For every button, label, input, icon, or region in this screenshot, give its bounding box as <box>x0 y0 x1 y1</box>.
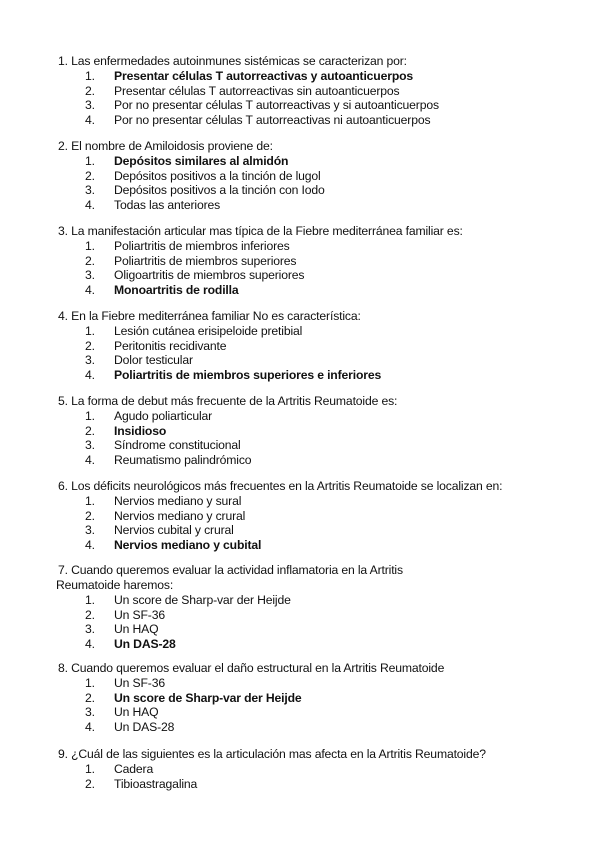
option-number: 3. <box>85 268 95 282</box>
option-item <box>58 368 558 383</box>
option-number: 3. <box>85 438 95 452</box>
option-number: 3. <box>85 622 95 636</box>
option-item <box>58 424 558 439</box>
question-stem: 8. Cuando queremos evaluar el daño estructural en la Artritis Reumatoide <box>58 661 445 675</box>
question-1 <box>58 54 558 127</box>
option-item <box>58 169 558 184</box>
option-item <box>58 268 558 283</box>
option-text: Poliartritis de miembros superiores e inferiores <box>114 367 382 382</box>
question-stem: 5. La forma de debut más frecuente de la Artritis Reumatoide es: <box>58 394 398 408</box>
option-list <box>58 154 558 212</box>
question-stem: 9. ¿Cuál de las siguientes es la articulación mas afecta en la Artritis Reumatoide? <box>58 747 486 761</box>
option-number: 4. <box>85 112 95 127</box>
option-number: 4. <box>85 282 95 297</box>
option-item <box>58 69 558 84</box>
option-item <box>58 324 558 339</box>
option-item <box>58 254 558 269</box>
option-item <box>58 409 558 424</box>
option-text: Tibioastragalina <box>114 776 198 791</box>
option-number: 2. <box>85 253 95 268</box>
option-number: 2. <box>85 607 95 622</box>
option-text: Por no presentar células T autorreactivas ni autoanticuerpos <box>114 112 431 127</box>
option-text: Dolor testicular <box>114 353 193 367</box>
option-item <box>58 183 558 198</box>
option-number: 1. <box>85 494 95 508</box>
option-number: 1. <box>85 593 95 607</box>
question-stem: 3. La manifestación articular mas típica de la Fiebre mediterránea familiar es: <box>58 224 463 238</box>
option-item <box>58 523 558 538</box>
option-text: Un SF-36 <box>114 676 165 690</box>
option-item <box>58 762 558 777</box>
option-number: 1. <box>85 239 95 253</box>
option-item <box>58 637 558 652</box>
option-item <box>58 239 558 254</box>
option-list <box>58 593 558 651</box>
option-number: 4. <box>85 537 95 552</box>
option-item <box>58 622 558 637</box>
option-text: Depósitos similares al almidón <box>114 154 289 168</box>
option-number: 3. <box>85 705 95 719</box>
option-text: Todas las anteriores <box>114 197 221 212</box>
option-item <box>58 494 558 509</box>
option-number: 2. <box>85 423 95 438</box>
option-text: Nervios cubital y crural <box>114 523 234 537</box>
option-text: Depósitos positivos a la tinción con Iodo <box>114 183 325 197</box>
option-item <box>58 676 558 691</box>
option-number: 4. <box>85 636 95 651</box>
option-text: Peritonitis recidivante <box>114 338 227 353</box>
option-text: Un SF-36 <box>114 607 165 622</box>
option-text: Agudo poliarticular <box>114 409 213 423</box>
question-2 <box>58 139 558 212</box>
option-text: Un HAQ <box>114 622 159 636</box>
option-item <box>58 777 558 792</box>
question-stem: 4. En la Fiebre mediterránea familiar No es característica: <box>58 309 361 323</box>
option-number: 1. <box>85 154 95 168</box>
option-item <box>58 509 558 524</box>
option-item <box>58 113 558 128</box>
option-item <box>58 538 558 553</box>
option-list <box>58 676 558 734</box>
option-item <box>58 691 558 706</box>
option-number: 1. <box>85 69 95 83</box>
option-item <box>58 720 558 735</box>
option-item <box>58 283 558 298</box>
option-item <box>58 353 558 368</box>
option-number: 3. <box>85 523 95 537</box>
option-item <box>58 84 558 99</box>
option-item <box>58 98 558 113</box>
option-text: Nervios mediano y crural <box>114 508 246 523</box>
question-9 <box>58 747 558 791</box>
option-number: 2. <box>85 338 95 353</box>
option-list <box>58 762 558 791</box>
question-4 <box>58 309 558 382</box>
option-item <box>58 339 558 354</box>
option-number: 3. <box>85 353 95 367</box>
option-list <box>58 239 558 297</box>
option-number: 2. <box>85 168 95 183</box>
option-number: 1. <box>85 676 95 690</box>
option-item <box>58 593 558 608</box>
question-stem: 7. Cuando queremos evaluar la actividad inflamatoria en la Artritis <box>58 563 403 577</box>
question-3 <box>58 224 558 297</box>
option-text: Oligoartritis de miembros superiores <box>114 268 305 282</box>
option-number: 2. <box>85 83 95 98</box>
option-item <box>58 154 558 169</box>
option-number: 4. <box>85 452 95 467</box>
option-text: Depósitos positivos a la tinción de lugol <box>114 168 321 183</box>
option-number: 4. <box>85 367 95 382</box>
question-stem-continued: Reumatoide haremos: <box>56 578 174 592</box>
question-8 <box>58 661 558 734</box>
option-number: 2. <box>85 690 95 705</box>
option-number: 4. <box>85 197 95 212</box>
option-number: 2. <box>85 776 95 791</box>
question-6 <box>58 479 558 552</box>
question-5 <box>58 394 558 467</box>
option-text: Presentar células T autorreactivas y autoanticuerpos <box>114 69 414 83</box>
option-text: Nervios mediano y cubital <box>114 537 262 552</box>
option-text: Síndrome constitucional <box>114 438 241 452</box>
option-item <box>58 198 558 213</box>
option-number: 1. <box>85 762 95 776</box>
option-text: Un DAS-28 <box>114 719 175 734</box>
option-text: Poliartritis de miembros inferiores <box>114 239 290 253</box>
option-text: Monoartritis de rodilla <box>114 282 239 297</box>
option-item <box>58 453 558 468</box>
option-list <box>58 324 558 382</box>
question-stem: 1. Las enfermedades autoinmunes sistémicas se caracterizan por: <box>58 54 407 68</box>
option-item <box>58 608 558 623</box>
option-text: Un score de Sharp-var der Heijde <box>114 593 291 607</box>
option-text: Reumatismo palindrómico <box>114 452 252 467</box>
option-number: 1. <box>85 324 95 338</box>
option-list <box>58 494 558 552</box>
option-list <box>58 409 558 467</box>
option-number: 3. <box>85 98 95 112</box>
option-text: Cadera <box>114 762 154 776</box>
option-number: 1. <box>85 409 95 423</box>
option-text: Insidioso <box>114 423 167 438</box>
question-7 <box>58 563 558 651</box>
option-text: Presentar células T autorreactivas sin autoanticuerpos <box>114 83 400 98</box>
option-text: Un DAS-28 <box>114 636 176 651</box>
option-text: Nervios mediano y sural <box>114 494 242 508</box>
option-text: Un HAQ <box>114 705 159 719</box>
option-list <box>58 69 558 127</box>
option-text: Poliartritis de miembros superiores <box>114 253 297 268</box>
option-text: Un score de Sharp-var der Heijde <box>114 690 302 705</box>
option-text: Por no presentar células T autorreactivas y si autoanticuerpos <box>114 98 439 112</box>
option-text: Lesión cutánea erisipeloide pretibial <box>114 324 303 338</box>
option-item <box>58 438 558 453</box>
option-item <box>58 705 558 720</box>
question-stem: 2. El nombre de Amiloidosis proviene de: <box>58 139 273 153</box>
option-number: 2. <box>85 508 95 523</box>
option-number: 3. <box>85 183 95 197</box>
option-number: 4. <box>85 719 95 734</box>
question-stem: 6. Los déficits neurológicos más frecuentes en la Artritis Reumatoide se localizan en: <box>58 479 503 493</box>
